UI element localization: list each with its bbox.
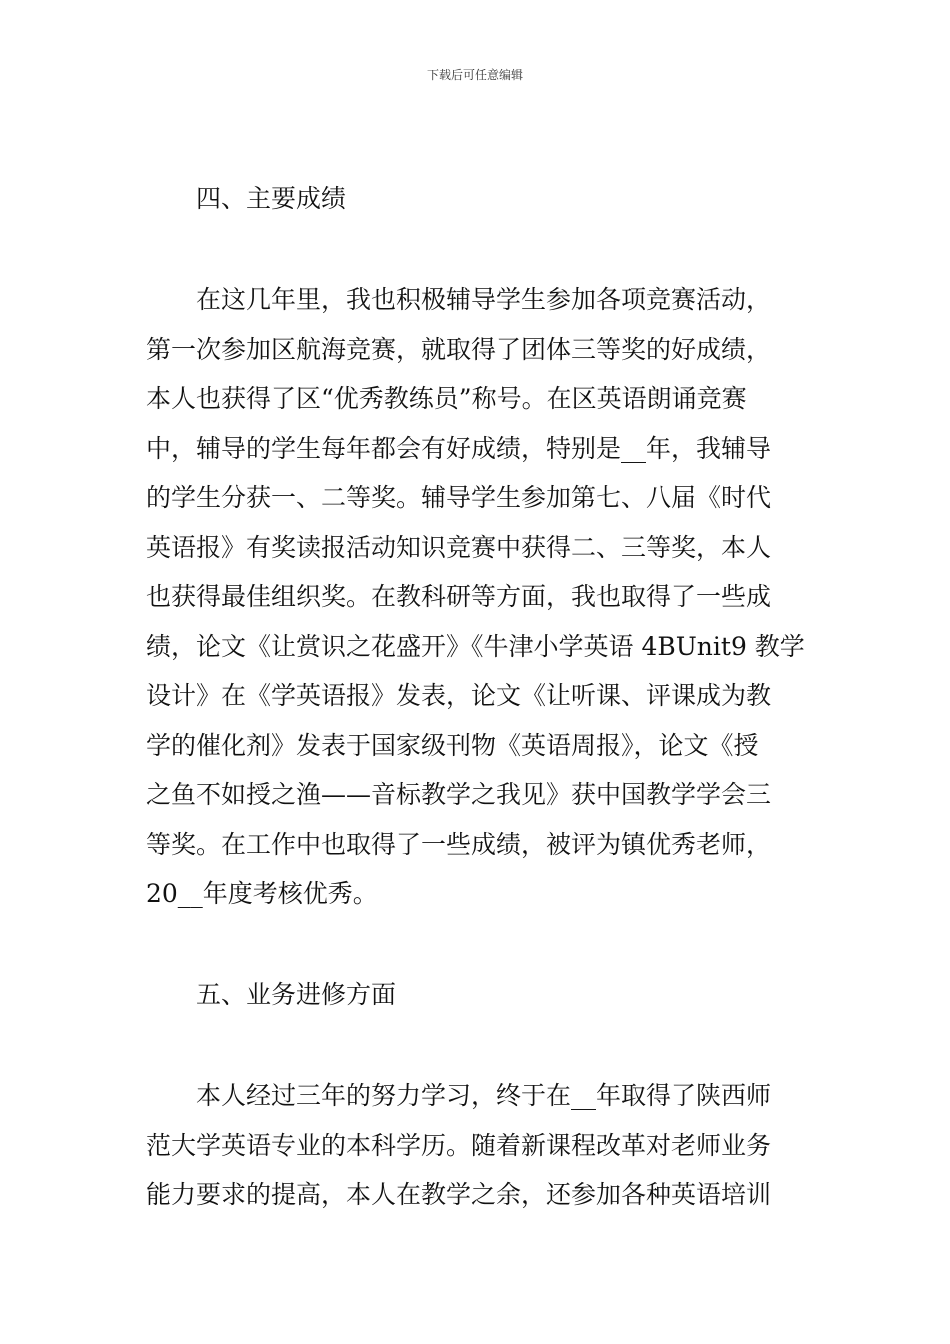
paragraph-line: 中，辅导的学生每年都会有好成绩，特别是__年，我辅导: [146, 433, 772, 463]
paragraph-line: 第一次参加区航海竞赛，就取得了团体三等奖的好成绩，: [146, 334, 772, 364]
paragraph-line: 也获得最佳组织奖。在教科研等方面，我也取得了一些成: [146, 582, 772, 611]
paragraph-line: 的学生分获一、二等奖。辅导学生参加第七、八届《时代: [146, 483, 772, 512]
paragraph-line: 设计》在《学英语报》发表，论文《让听课、评课成为教: [146, 681, 772, 710]
paragraph-line: 英语报》有奖读报活动知识竞赛中获得二、三等奖，本人: [146, 532, 772, 562]
achievements-paragraph: [146, 275, 805, 919]
paragraph-line: 能力要求的提高，本人在教学之余，还参加各种英语培训: [146, 1180, 772, 1209]
paragraph-line: 绩，论文《让赏识之花盛开》《牛津小学英语 4BUnit9 教学: [146, 631, 805, 661]
page-header-note: 下载后可任意编辑: [426, 68, 523, 82]
paragraph-line: 本人经过三年的努力学习，终于在__年取得了陕西师: [196, 1081, 772, 1110]
paragraph-line: 在这几年里，我也积极辅导学生参加各项竞赛活动，: [196, 285, 772, 314]
paragraph-line: 范大学英语专业的本科学历。随着新课程改革对老师业务: [146, 1130, 772, 1160]
paragraph-line: 20__年度考核优秀。: [146, 879, 378, 908]
section-heading-professional-development: 五、业务进修方面: [196, 980, 397, 1009]
paragraph-line: 本人也获得了区“优秀教练员”称号。在区英语朗诵竞赛: [146, 384, 747, 413]
professional-development-paragraph: [146, 1071, 771, 1220]
section-heading-achievements: 四、主要成绩: [196, 184, 347, 213]
paragraph-line: 学的催化剂》发表于国家级刊物《英语周报》，论文《授: [146, 730, 759, 760]
paragraph-line: 等奖。在工作中也取得了一些成绩，被评为镇优秀老师，: [146, 829, 772, 859]
paragraph-line: 之鱼不如授之渔——音标教学之我见》获中国教学学会三: [146, 780, 772, 809]
